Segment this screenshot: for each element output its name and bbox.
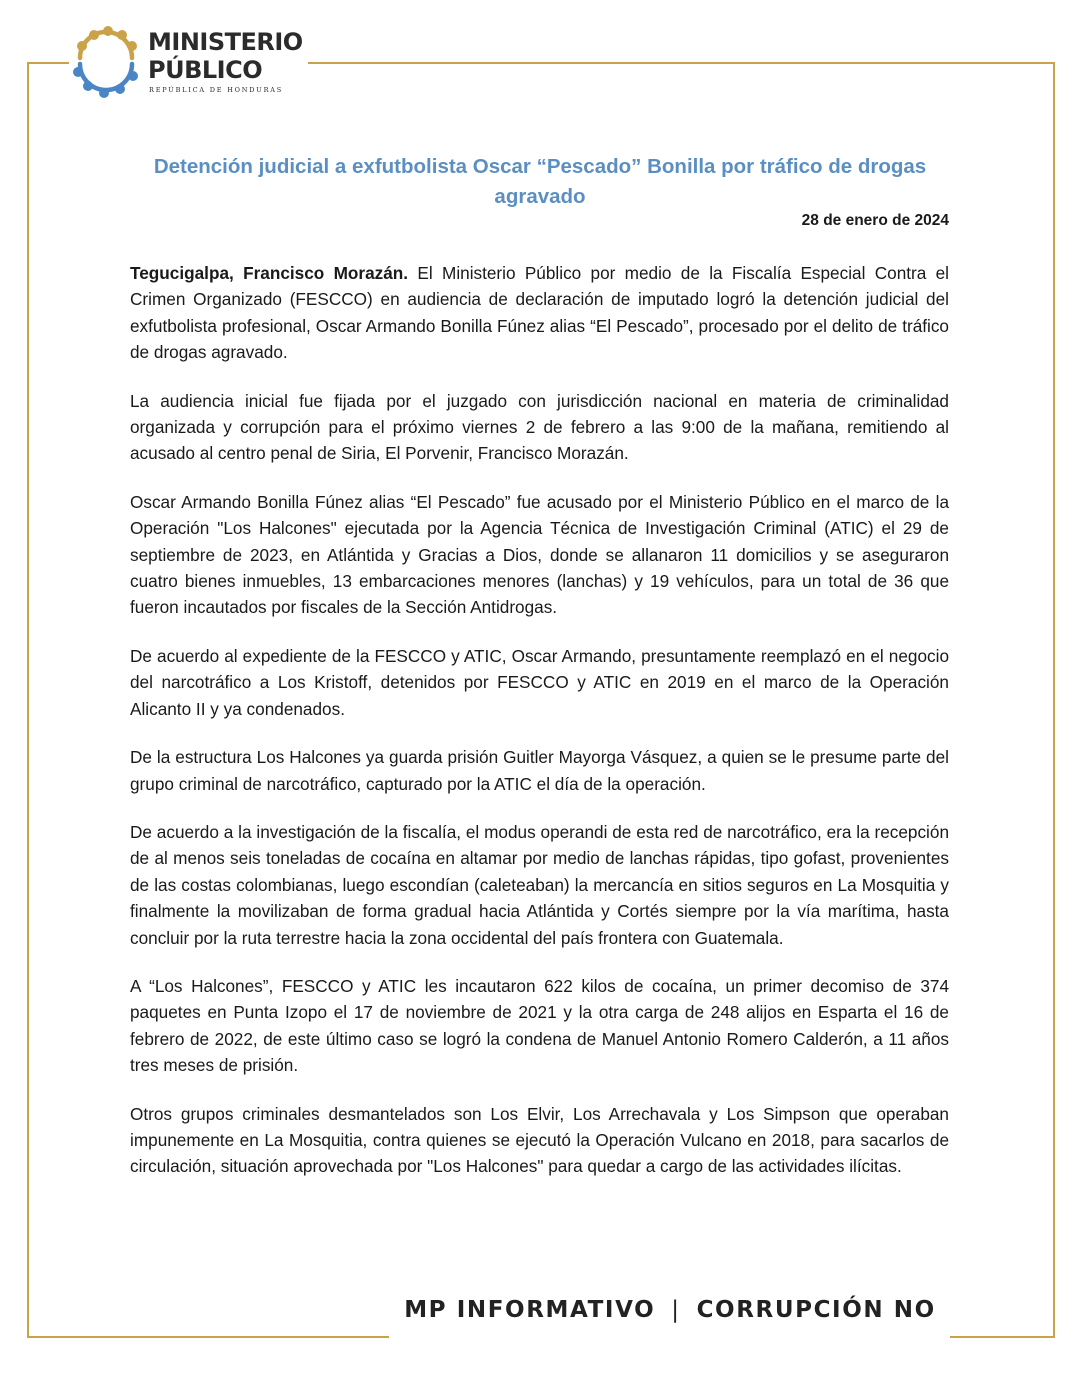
paragraph-2: La audiencia inicial fue fijada por el juzgado con jurisdicción nacional en materia de criminalidad organizada y corrupción para el próximo viernes 2 de febrero a las 9:00 de la mañana, remitiendo al acusado al centro penal de Siria, El Porvenir, Francisco Morazán. [130,390,949,464]
paragraph-1 [130,260,949,366]
press-release-body [130,260,949,1202]
footer-left-text: MP INFORMATIVO [404,1297,656,1323]
paragraph-text: El Ministerio Público por medio de la Fiscalía Especial Contra el Crimen Organizado (FESCCO) en audiencia de declaración de imputado logró la detención judicial del exfutbolista profesional, Oscar Armando Bonilla Fúnez alias “El Pescado”, procesado por el delito de tráfico de drogas agravado. [130,263,949,363]
logo-text-line2: PÚBLICO [148,56,263,84]
paragraph-5: De la estructura Los Halcones ya guarda prisión Guitler Mayorga Vásquez, a quien se le presume parte del grupo criminal de narcotráfico, capturado por la ATIC el día de la operación. [130,747,949,794]
paragraph-lead: Tegucigalpa, Francisco Morazán. [130,263,409,283]
logo-text-line1: MINISTERIO [148,28,303,56]
paragraph-7: A “Los Halcones”, FESCCO y ATIC les incautaron 622 kilos de cocaína, un primer decomiso de 374 paquetes en Punta Izopo el 17 de noviembre de 2021 y la otra carga de 248 alijos en Esparta el 16 de febrero de 2022, de este último caso se logró la condena de Manuel Antonio Romero Calderón, a 11 años tres meses de prisión. [130,975,949,1076]
logo-mark-icon [70,24,142,100]
footer-separator: | [671,1297,681,1323]
frame-border-bottom-right [950,1336,1055,1338]
frame-border-top-left [27,62,69,64]
paragraph-4: De acuerdo al expediente de la FESCCO y ATIC, Oscar Armando, presuntamente reemplazó en el negocio del narcotráfico a Los Kristoff, detenidos por FESCCO y ATIC en 2019 en el marco de la Operación Alicanto II y ya condenados. [130,645,949,719]
frame-border-left [27,62,29,1338]
frame-border-right [1053,62,1055,1338]
press-release-title: Detención judicial a exfutbolista Oscar “Pescado” Bonilla por tráfico de drogas agravado [153,155,927,208]
logo-subtitle: REPÚBLICA DE HONDURAS [149,86,284,94]
paragraph-3: Oscar Armando Bonilla Fúnez alias “El Pescado” fue acusado por el Ministerio Público en el marco de la Operación "Los Halcones" ejecutada por la Agencia Técnica de Investigación Criminal (ATIC) el 29 de septiembre de 2023, en Atlántida y Gracias a Dios, donde se allanaron 11 domicilios y se aseguraron cuatro bienes inmuebles, 13 embarcaciones menores (lanchas) y 19 vehículos, para un total de 36 que fueron incautados por fiscales de la Sección Antidrogas. [130,491,949,618]
paragraph-8: Otros grupos criminales desmantelados son Los Elvir, Los Arrechavala y Los Simpson que operaban impunemente en La Mosquitia, contra quienes se ejecutó la Operación Vulcano en 2018, para sacarlos de circulación, situación aprovechada por "Los Halcones" para quedar a cargo de las actividades ilícitas. [130,1103,949,1177]
footer-right-text: CORRUPCIÓN NO [696,1297,936,1323]
ministerio-publico-logo [70,22,310,102]
frame-border-top-right [308,62,1054,64]
footer-tagline [390,1290,950,1330]
paragraph-6: De acuerdo a la investigación de la fiscalía, el modus operandi de esta red de narcotráfico, era la recepción de al menos seis toneladas de cocaína en altamar por medio de lanchas rápidas, tipo gofast, provenientes de las costas colombianas, luego escondían (caleteaban) la mercancía en sitios seguros en La Mosquitia y finalmente la movilizaban de forma gradual hacia Atlántida y Cortés siempre por la vía marítima, hasta concluir por la ruta terrestre hacia la zona occidental del país frontera con Guatemala. [130,821,949,948]
frame-border-bottom-left [27,1336,389,1338]
press-release-date: 28 de enero de 2024 [801,212,949,229]
